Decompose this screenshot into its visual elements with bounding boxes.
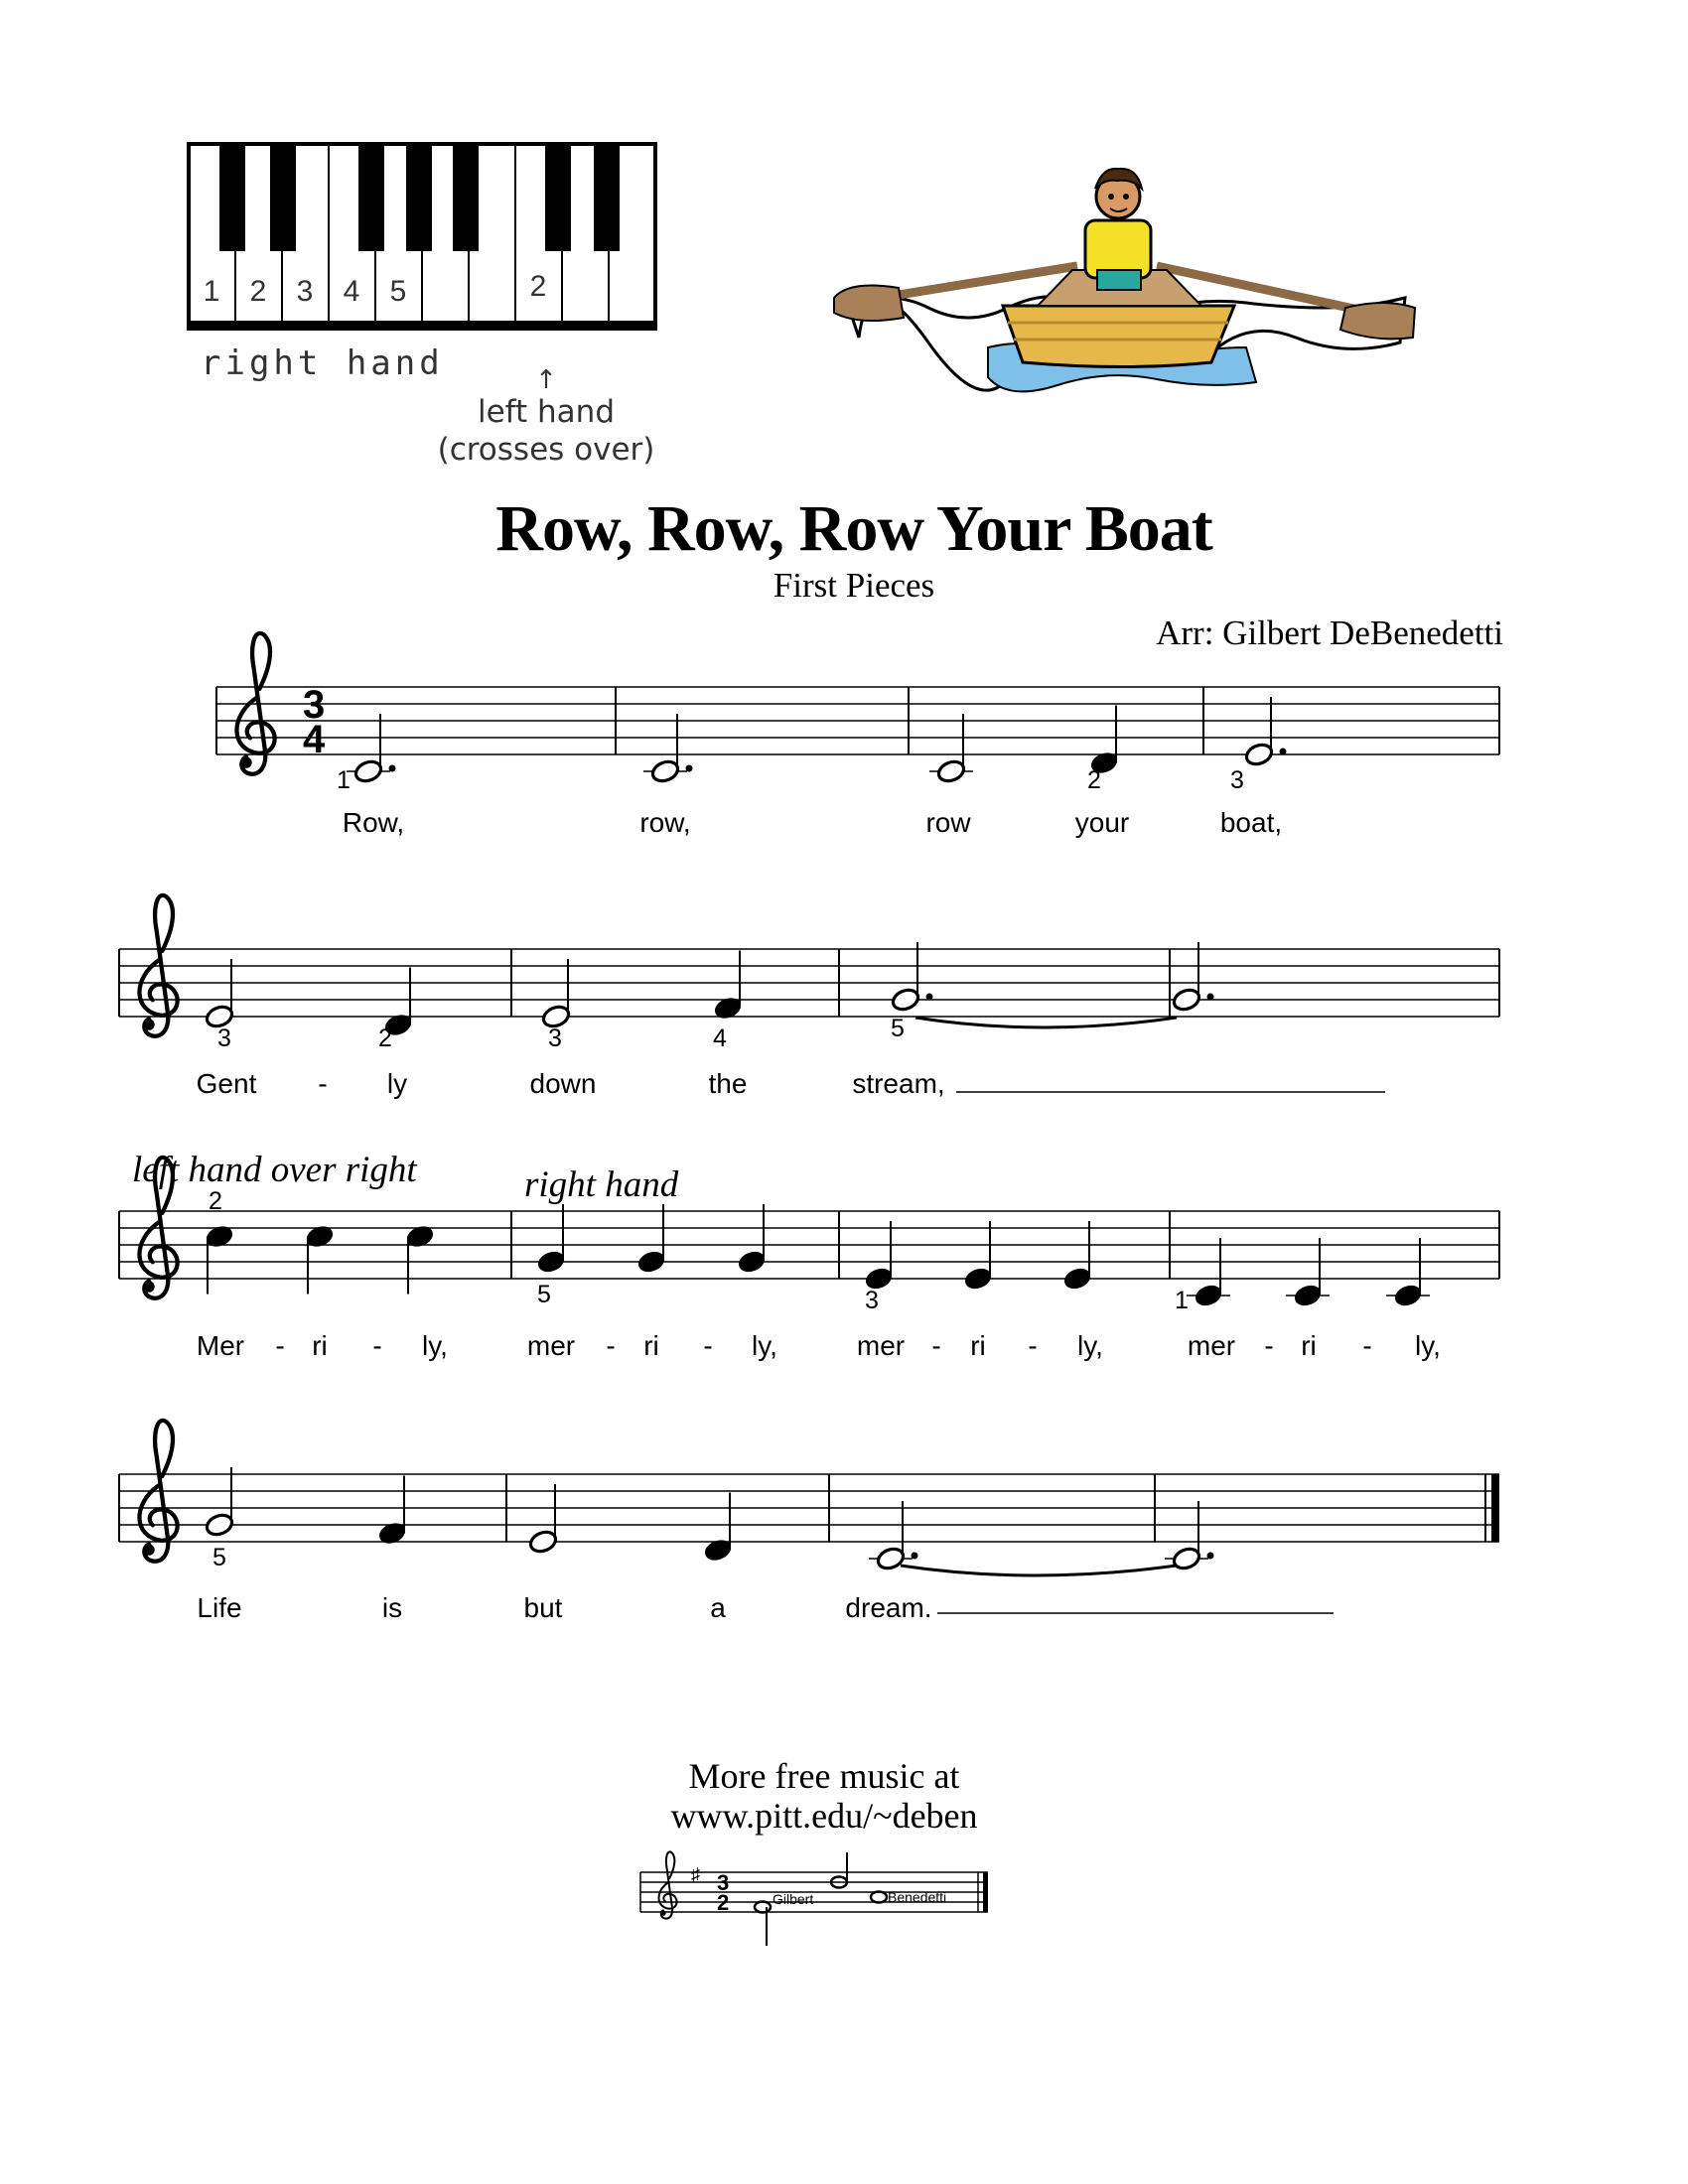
lyric-syllable: Gent: [196, 1068, 257, 1099]
lyric-syllable: row,: [639, 807, 691, 838]
note-head: [636, 1249, 667, 1275]
fingering-number: 3: [217, 1024, 231, 1052]
note-head: [1062, 1266, 1093, 1292]
lyric-hyphen: -: [1264, 1330, 1274, 1361]
lyric-syllable: mer: [1187, 1330, 1236, 1361]
fingering-number: 1: [1175, 1287, 1189, 1314]
tie: [901, 1566, 1177, 1575]
fingering-number: 5: [212, 1544, 226, 1571]
right-hand-label: right hand: [201, 343, 444, 383]
augmentation-dot: [389, 765, 396, 772]
note-head: [963, 1266, 994, 1292]
note-head: [650, 758, 681, 784]
finger-label-2: 2: [249, 275, 267, 308]
lyric-hyphen: -: [275, 1330, 285, 1361]
arranger-credit: Arr: Gilbert DeBenedetti: [1156, 614, 1503, 652]
note-head: [536, 1249, 567, 1275]
svg-text:Benedetti: Benedetti: [888, 1889, 947, 1905]
song-subtitle: First Pieces: [773, 566, 935, 605]
time-signature-top: 3: [303, 683, 326, 727]
augmentation-dot: [1207, 1553, 1214, 1560]
song-title: Row, Row, Row Your Boat: [495, 492, 1212, 565]
lyric-hyphen: -: [318, 1068, 328, 1099]
up-arrow-icon: ↑: [535, 365, 557, 395]
lyric-syllable: dream.: [845, 1592, 932, 1623]
augmentation-dot: [912, 1553, 918, 1560]
note-head: [1194, 1283, 1224, 1308]
note-head: [528, 1529, 559, 1555]
debenedetti-logo: [635, 1846, 993, 1956]
time-signature-bottom: 4: [303, 718, 326, 761]
augmentation-dot: [1280, 749, 1287, 755]
svg-text:3: 3: [717, 1870, 730, 1895]
lyric-syllable: mer: [526, 1330, 576, 1361]
note-head: [353, 758, 384, 784]
footer-line-1: More free music at: [688, 1756, 960, 1796]
tie: [915, 1018, 1177, 1027]
left-hand-label: left hand: [477, 394, 616, 430]
lyric-syllable: row: [925, 807, 971, 838]
augmentation-dot: [686, 765, 693, 772]
fingering-number: 1: [337, 766, 351, 794]
lyric-syllable: Mer: [196, 1330, 245, 1361]
lyric-syllable: ly: [386, 1068, 408, 1099]
fingering-number: 3: [865, 1287, 879, 1314]
lyric-syllable: ri: [312, 1330, 328, 1361]
note-head: [1172, 1546, 1202, 1571]
fingering-number: 2: [378, 1024, 392, 1052]
crosses-over-note: (crosses over): [437, 432, 655, 468]
note-head: [1393, 1283, 1424, 1308]
lyric-hyphen: -: [372, 1330, 382, 1361]
lyric-syllable: ri: [643, 1330, 659, 1361]
final-barline-thick: [1491, 1474, 1499, 1542]
lyric-syllable: ly,: [752, 1330, 777, 1361]
augmentation-dot: [1207, 994, 1214, 1001]
lyric-syllable: ri: [1301, 1330, 1317, 1361]
lyric-syllable: is: [381, 1592, 403, 1623]
fingering-number: 3: [1230, 766, 1244, 794]
note-head: [1172, 987, 1202, 1013]
fingering-number: 2: [209, 1187, 222, 1215]
finger-label-5: 5: [389, 275, 407, 308]
sharp-icon: ♯: [691, 1864, 700, 1884]
finger-label-3: 3: [296, 275, 314, 308]
lyric-syllable: down: [529, 1068, 597, 1099]
svg-text:Gilbert: Gilbert: [773, 1891, 814, 1907]
lyric-syllable: ly,: [1415, 1330, 1441, 1361]
direction-left-over-right: left hand over right: [132, 1150, 417, 1190]
lyric-syllable: but: [523, 1592, 563, 1623]
direction-right-hand: right hand: [524, 1164, 679, 1205]
lyric-syllable: Life: [197, 1592, 242, 1623]
lyric-syllable: your: [1074, 807, 1130, 838]
fingering-number: 4: [713, 1024, 727, 1052]
lyric-hyphen: -: [606, 1330, 616, 1361]
note-head: [1244, 742, 1275, 767]
augmentation-dot: [926, 994, 933, 1001]
svg-text:2: 2: [717, 1890, 730, 1915]
lyric-syllable: mer: [856, 1330, 906, 1361]
finger-label-1: 1: [203, 275, 220, 308]
lyric-hyphen: -: [1362, 1330, 1372, 1361]
fingering-number: 3: [548, 1024, 562, 1052]
note-head: [876, 1546, 907, 1571]
fingering-number: 2: [1087, 766, 1101, 794]
note-head: [737, 1249, 768, 1275]
lyric-hyphen: -: [931, 1330, 941, 1361]
lyric-syllable: ly,: [1077, 1330, 1103, 1361]
lyric-syllable: stream,: [852, 1068, 945, 1099]
lyric-hyphen: -: [703, 1330, 713, 1361]
lyric-syllable: ly,: [422, 1330, 448, 1361]
footer-url[interactable]: www.pitt.edu/~deben: [670, 1796, 978, 1836]
note-head: [1293, 1283, 1324, 1308]
left-finger-label-2: 2: [529, 270, 547, 303]
note-head: [205, 1512, 235, 1538]
lyric-hyphen: -: [1028, 1330, 1038, 1361]
note-head: [891, 987, 921, 1013]
lyric-syllable: a: [710, 1592, 726, 1623]
fingering-number: 5: [537, 1281, 551, 1308]
note-head: [936, 758, 967, 784]
lyric-syllable: Row,: [342, 807, 405, 838]
finger-label-4: 4: [343, 275, 360, 308]
lyric-syllable: ri: [970, 1330, 986, 1361]
lyric-syllable: boat,: [1219, 807, 1283, 838]
lyric-syllable: the: [708, 1068, 748, 1099]
fingering-number: 5: [891, 1015, 905, 1042]
